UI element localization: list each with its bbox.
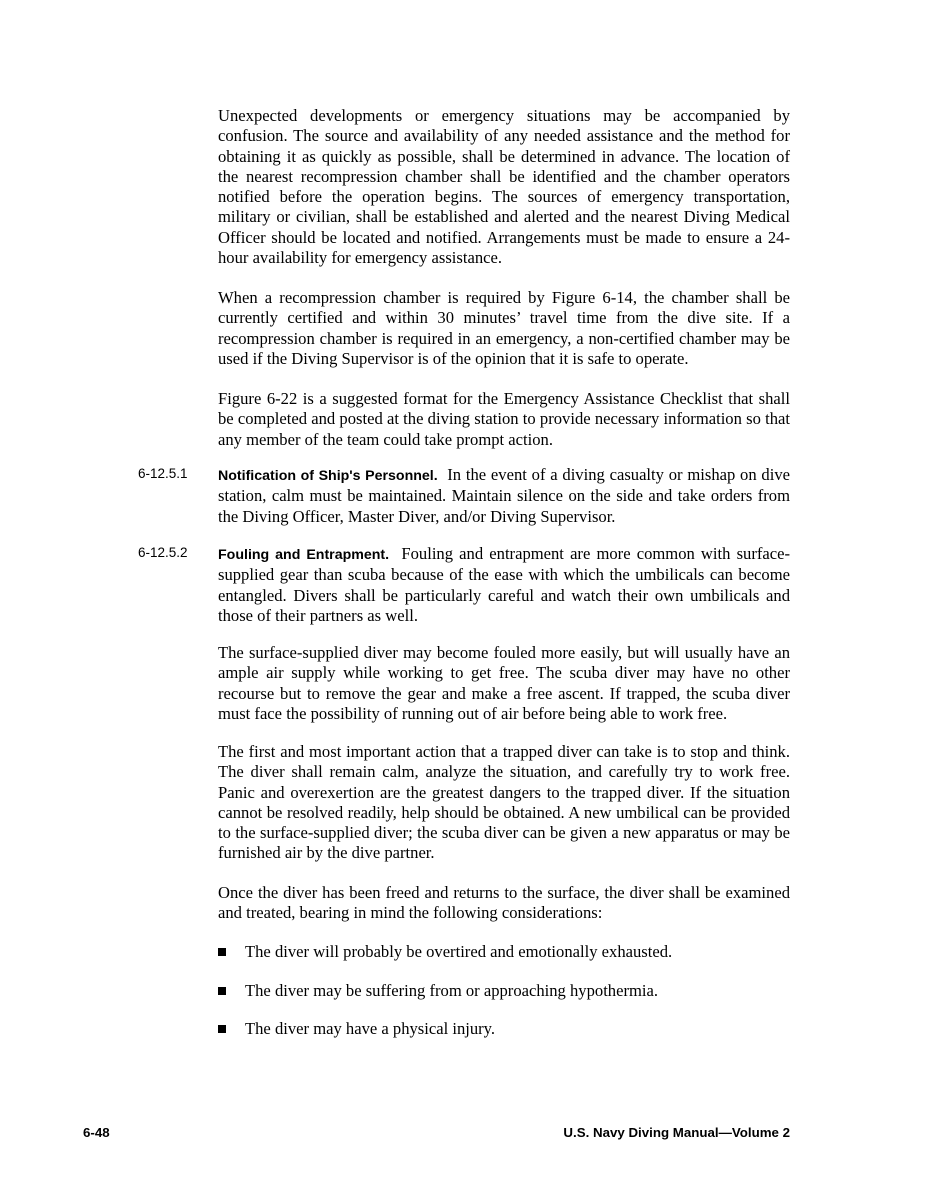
paragraph-surface-supplied-diver: The surface-supplied diver may become fouled more easily, but will usually have an ample air supply while working to get free. The scuba diver may have no other recourse but to remove the gear and make a free ascent. If trapped, the scuba diver must face the possibility of running out of air before being able to work free.: [218, 643, 790, 723]
section-body: [218, 465, 790, 527]
section-text: Fouling and entrapment are more common with surface-supplied gear than scuba because of the ease with which the umbilicals can become entangled. Divers shall be particularly careful and watch their own umbilicals and those of their partners as well.: [218, 544, 791, 625]
paragraph-diver-freed: Once the diver has been freed and returns to the surface, the diver shall be examined and treated, bearing in mind the following considerations:: [218, 883, 790, 923]
bullet-icon: [218, 987, 226, 995]
section-text: In the event of a diving casualty or mishap on dive station, calm must be maintained. Maintain silence on the side and take orders from the Diving Officer, Master Diver, and/or Diving Supervisor.: [218, 465, 791, 526]
paragraph-recompression-chamber: When a recompression chamber is required by Figure 6-14, the chamber shall be currently certified and within 30 minutes’ travel time from the dive site. If a recompression chamber is required in an emergency, a non-certified chamber may be used if the Diving Supervisor is of the opinion that it is safe to operate.: [218, 288, 790, 368]
footer-title: U.S. Navy Diving Manual—Volume 2: [563, 1125, 790, 1140]
paragraph-trapped-diver: The first and most important action that a trapped diver can take is to stop and think. The diver shall remain calm, analyze the situation, and carefully try to work free. Panic and overexertion are the greatest dangers to the trapped diver. If the situation cannot be resolved readily, help should be obtained. A new umbilical can be provided to the surface-supplied diver; the scuba diver can be given a new apparatus or may be furnished air by the dive partner.: [218, 742, 790, 863]
list-item-text: The diver may have a physical injury.: [245, 1019, 496, 1038]
paragraph-emergency-assistance: Unexpected developments or emergency situations may be accompanied by confusion. The source and availability of any needed assistance and the method for obtaining it as quickly as possible, shall be determined in advance. The location of the nearest recompression chamber shall be identified and the chamber operators notified before the operation begins. The sources of emergency transportation, military or civilian, shall be established and alerted and the nearest Diving Medical Officer should be located and notified. Arrangements must be made to ensure a 24-hour availability for emergency assistance.: [218, 106, 790, 268]
paragraph-checklist-format: Figure 6-22 is a suggested format for the Emergency Assistance Checklist that shall be completed and posted at the diving station to provide necessary information so that any member of the team could take prompt action.: [218, 389, 790, 449]
bullet-icon: [218, 1025, 226, 1033]
section-body: [218, 544, 790, 626]
section-number: 6-12.5.2: [138, 545, 188, 560]
section-number: 6-12.5.1: [138, 466, 188, 481]
list-item-text: The diver may be suffering from or approaching hypothermia.: [245, 981, 659, 1000]
list-item-text: The diver will probably be overtired and emotionally exhausted.: [245, 942, 673, 961]
bullet-icon: [218, 948, 226, 956]
section-heading: Notification of Ship's Personnel.: [218, 468, 438, 484]
section-heading: Fouling and Entrapment.: [218, 547, 390, 563]
page-number: 6-48: [83, 1125, 110, 1140]
